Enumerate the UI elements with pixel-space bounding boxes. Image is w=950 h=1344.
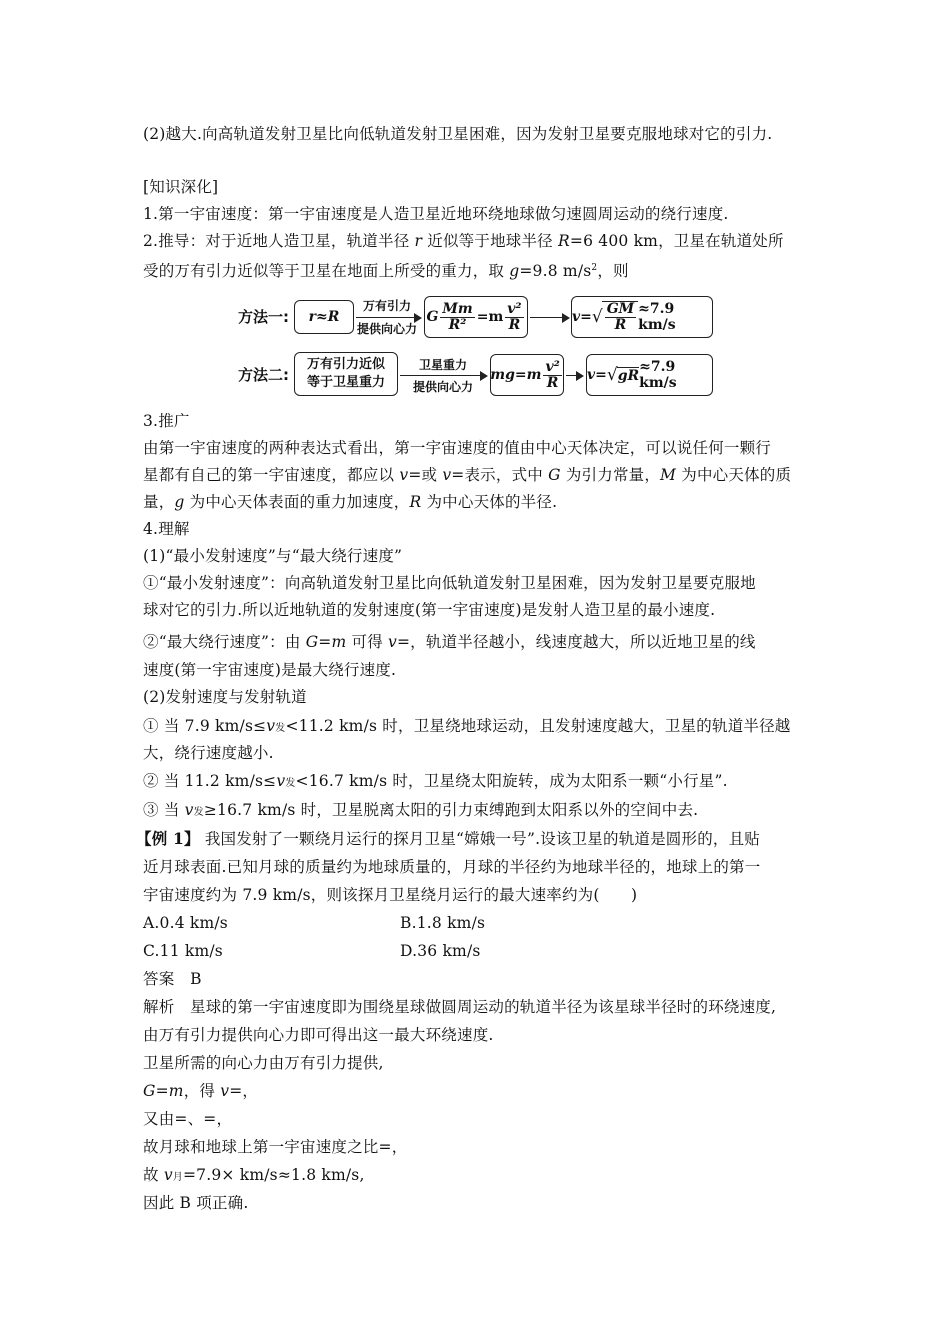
text-line: 因此 B 项正确. <box>143 1194 249 1212</box>
text-line: 速度(第一宇宙速度)是最大绕行速度. <box>143 661 397 679</box>
text-line: ② 当 11.2 km/s≤v发<16.7 km/s 时，卫星绕太阳旋转，成为太阳系一颗“小行星”. <box>143 772 728 790</box>
text-line: 量，g 为中心天体表面的重力加速度，R 为中心天体的半径. <box>143 493 558 511</box>
text-line: 故 v月=7.9× km/s≈1.8 km/s, <box>143 1166 365 1184</box>
text-line: 大，绕行速度越小. <box>143 744 274 762</box>
text-line: 1.第一宇宙速度：第一宇宙速度是人造卫星近地环绕地球做匀速圆周运动的绕行速度. <box>143 205 729 223</box>
text-line: G=m，得 v=， <box>143 1082 259 1100</box>
arrow <box>566 375 582 376</box>
example-question: 【例 1】 我国发射了一颗绕月运行的探月卫星“嫦娥一号”.设该卫星的轨道是圆形的，且贴 <box>136 829 760 848</box>
method-two-box-result: v= √ gR ≈7.9 km/s <box>586 354 713 396</box>
text-line: 3.推广 <box>143 412 190 430</box>
text-line: ① 当 7.9 km/s≤v发<11.2 km/s 时，卫星绕地球运动，且发射速度越大，卫星的轨道半径越 <box>143 717 791 735</box>
text-line: 卫星所需的向心力由万有引力提供, <box>143 1054 384 1072</box>
text-line: 又由=、=， <box>143 1110 233 1128</box>
text-line: (2)发射速度与发射轨道 <box>143 688 307 706</box>
answer-line: 答案 B <box>143 970 202 988</box>
method-one-label: 方法一: <box>238 308 289 326</box>
option-row <box>143 913 486 933</box>
text-line: 球对它的引力.所以近地轨道的发射速度(第一宇宙速度)是发射人造卫星的最小速度. <box>143 601 716 619</box>
option-c: C.11 km/s <box>143 942 223 960</box>
arrow-label-top: 万有引力 <box>362 299 411 313</box>
arrow-label-top: 卫星重力 <box>418 358 467 372</box>
text-line: ①“最小发射速度”：向高轨道发射卫星比向低轨道发射卫星困难，因为发射卫星要克服地 <box>143 574 756 592</box>
section-heading: [知识深化] <box>143 178 219 196</box>
method-one-box-equation: G $\frac{Mm}{\text{R²}}$ =m $\frac{\text{v²}}{R}$ <box>424 296 528 338</box>
text-line: 近月球表面.已知月球的质量约为地球质量的，月球的半径约为地球半径的，地球上的第一 <box>143 858 761 876</box>
text-line: 故月球和地球上第一宇宙速度之比=， <box>143 1138 408 1156</box>
method-two-label: 方法二: <box>238 366 289 384</box>
text-line: 4.理解 <box>143 520 190 538</box>
text-line: 由万有引力提供向心力即可得出这一最大环绕速度. <box>143 1026 494 1044</box>
text-line: 2.推导：对于近地人造卫星，轨道半径 r 近似等于地球半径 R=6 400 km，卫星在轨道处所 <box>143 232 784 250</box>
arrow-label-bottom: 提供向心力 <box>412 380 473 394</box>
method-one-box-result: v= √ $\frac{GM}{R}$ ≈7.9 km/s <box>571 296 713 338</box>
analysis-line: 解析 星球的第一宇宙速度即为围绕星球做圆周运动的轨道半径为该星球半径时的环绕速度, <box>143 998 777 1016</box>
option-d: D.36 km/s <box>400 942 481 960</box>
text-line: 由第一宇宙速度的两种表达式看出，第一宇宙速度的值由中心天体决定，可以说任何一颗行 <box>143 439 772 457</box>
text-line: 受的万有引力近似等于卫星在地面上所受的重力，取 g=9.8 $m/s^2$，则 <box>143 262 629 280</box>
option-b: B.1.8 km/s <box>400 914 486 932</box>
text-line: 宇宙速度约为 7.9 km/s，则该探月卫星绕月运行的最大速率约为( ) <box>143 886 638 904</box>
method-two-box-approx: 万有引力近似 等于卫星重力 <box>294 352 398 396</box>
option-row <box>143 941 481 961</box>
arrow <box>400 375 486 376</box>
derivation-diagram <box>238 296 718 400</box>
text-line: 星都有自己的第一宇宙速度，都应以 v=或 v=表示，式中 G 为引力常量，M 为中心天体的质 <box>143 466 792 484</box>
text-line: (2)越大.向高轨道发射卫星比向低轨道发射卫星困难，因为发射卫星要克服地球对它的引力. <box>143 125 773 143</box>
arrow <box>530 317 568 318</box>
text-line: ③ 当 v发≥16.7 km/s 时，卫星脱离太阳的引力束缚跑到太阳系以外的空间中去. <box>143 801 699 819</box>
option-a: A.0.4 km/s <box>143 914 228 932</box>
text-line: ②“最大绕行速度”：由 G=m 可得 v=，轨道半径越小，线速度越大，所以近地卫星的线 <box>143 633 756 651</box>
method-one-box-approx: r≈R <box>294 300 354 334</box>
arrow-label-bottom: 提供向心力 <box>356 322 417 336</box>
text-line: (1)“最小发射速度”与“最大绕行速度” <box>143 547 403 565</box>
arrow <box>356 317 420 318</box>
method-two-box-equation: mg=m $\frac{\text{v²}}{R}$ <box>490 354 564 396</box>
